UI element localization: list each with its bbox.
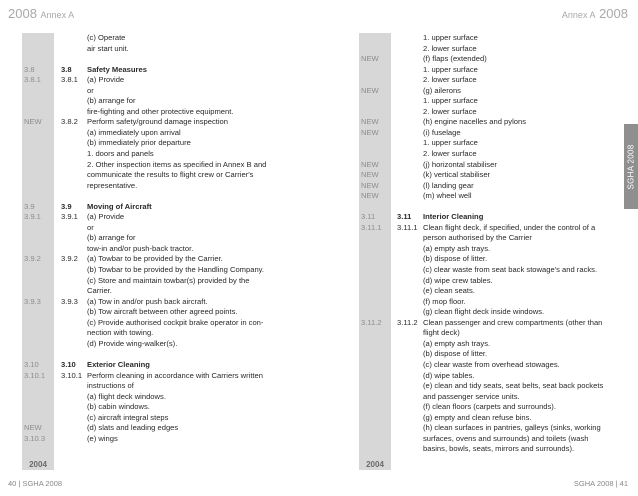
text-line (361, 75, 619, 86)
text-line (24, 307, 324, 318)
page-footer-right: SGHA 2008 | 41 (573, 479, 628, 488)
clause-text: 2. Other inspection items as specified in Annex B and (87, 159, 267, 169)
text-line (24, 392, 324, 403)
text-line (24, 54, 324, 65)
clause-text: (m) wheel well (423, 191, 472, 201)
revision-ref: 3.9.1 (24, 212, 41, 222)
text-line (361, 402, 619, 413)
clause-text: 1. upper surface (423, 96, 478, 106)
text-line (361, 65, 619, 76)
text-line (361, 223, 619, 234)
text-line (361, 423, 619, 434)
clause-text: Clean passenger and crew compartments (other than (423, 317, 603, 327)
clause-text: (b) Tow aircraft between other agreed points. (87, 307, 238, 317)
clause-text: (g) clean flight deck inside windows. (423, 307, 545, 317)
text-line (24, 381, 324, 392)
clause-number: 3.11 (397, 212, 412, 222)
clause-text: Interior Cleaning (423, 212, 484, 222)
revision-ref: 3.11.2 (361, 317, 382, 327)
clause-text: (a) empty ash trays. (423, 243, 491, 253)
clause-text: Exterior Cleaning (87, 359, 150, 369)
clause-text: (l) landing gear (423, 180, 474, 190)
text-line (361, 413, 619, 424)
clause-text: (e) clean seats. (423, 286, 475, 296)
text-line (24, 212, 324, 223)
clause-text: (f) flaps (extended) (423, 54, 487, 64)
text-line (361, 444, 619, 455)
clause-text: (j) horizontal stabiliser (423, 159, 497, 169)
clause-text: 2. lower surface (423, 43, 477, 53)
text-line (24, 349, 324, 360)
clause-text: (b) dispose of litter. (423, 254, 488, 264)
text-line (24, 138, 324, 149)
text-line (361, 297, 619, 308)
text-line (24, 265, 324, 276)
clause-text: (a) immediately upon arrival (87, 127, 181, 137)
text-line (24, 181, 324, 192)
revision-ref: 3.9.2 (24, 254, 41, 264)
clause-text: (b) arrange for (87, 96, 136, 106)
clause-text: flight deck) (423, 328, 460, 338)
revision-ref: 3.8 (24, 64, 35, 74)
text-line (361, 202, 619, 213)
text-line (24, 117, 324, 128)
revision-ref: NEW (361, 180, 379, 190)
text-line (361, 276, 619, 287)
revision-ref: 3.10.1 (24, 370, 46, 380)
clause-text: 1. upper surface (423, 138, 478, 148)
text-line (361, 381, 619, 392)
clause-number: 3.10.1 (61, 370, 83, 380)
clause-text: representative. (87, 180, 138, 190)
text-line (361, 191, 619, 202)
header-left-label: Annex A (40, 10, 75, 20)
clause-text: (h) engine nacelles and pylons (423, 117, 527, 127)
text-line (24, 191, 324, 202)
clause-text: Safety Measures (87, 64, 147, 74)
text-line (361, 149, 619, 160)
clause-text: Moving of Aircraft (87, 201, 152, 211)
clause-text: (e) wings (87, 433, 118, 443)
clause-number: 3.8.2 (61, 117, 78, 127)
clause-text: (c) clear waste from overhead stowages. (423, 359, 560, 369)
revision-ref: 3.11 (361, 212, 376, 222)
text-line (361, 318, 619, 329)
clause-text: communicate the results to flight crew or Carrier's (87, 170, 254, 180)
revision-ref: NEW (361, 191, 379, 201)
clause-text: (a) Towbar to be provided by the Carrier. (87, 254, 223, 264)
clause-text: (b) dispose of litter. (423, 349, 488, 359)
revision-ref: NEW (361, 170, 379, 180)
clause-text: (c) aircraft integral steps (87, 412, 169, 422)
header-right-year: 2008 (599, 6, 628, 21)
revision-ref: NEW (361, 54, 379, 64)
text-line (24, 434, 324, 445)
clause-text: 1. upper surface (423, 64, 478, 74)
revision-ref: NEW (361, 127, 379, 137)
text-line (361, 254, 619, 265)
revision-ref: NEW (24, 117, 42, 127)
clause-text: (c) Provide authorised cockpit brake operator in con- (87, 317, 264, 327)
text-line (24, 297, 324, 308)
right-page-column (361, 33, 619, 455)
text-line (361, 233, 619, 244)
clause-text: 2. lower surface (423, 75, 477, 85)
clause-text: surfaces, ovens and surrounds) and toilets (wash (423, 433, 589, 443)
text-line (24, 276, 324, 287)
clause-text: Perform safety/ground damage inspection (87, 117, 228, 127)
text-line (24, 360, 324, 371)
side-tab-label: SGHA 2008 (626, 144, 636, 189)
revision-ref: 3.9 (24, 201, 35, 211)
clause-text: (c) Store and maintain towbar(s) provided by the (87, 275, 250, 285)
text-line (24, 318, 324, 329)
text-line (24, 44, 324, 55)
text-line (361, 392, 619, 403)
clause-text: (c) Operate (87, 33, 126, 42)
left-year-badge: 2004 (29, 460, 47, 469)
clause-number: 3.9.3 (61, 296, 78, 306)
text-line (24, 244, 324, 255)
text-line (361, 328, 619, 339)
clause-text: (i) fuselage (423, 127, 461, 137)
text-line (361, 244, 619, 255)
clause-text: (b) immediately prior departure (87, 138, 191, 148)
text-line (361, 181, 619, 192)
clause-text: (a) Provide (87, 75, 125, 85)
clause-text: (b) arrange for (87, 233, 136, 243)
clause-text: 2. lower surface (423, 106, 477, 116)
text-line (361, 360, 619, 371)
text-line (361, 107, 619, 118)
text-line (24, 107, 324, 118)
text-line (361, 138, 619, 149)
revision-ref: NEW (361, 117, 379, 127)
header-left-year: 2008 (8, 6, 37, 21)
clause-text: (b) cabin windows. (87, 402, 150, 412)
text-line (24, 149, 324, 160)
page-footer-left: 40 | SGHA 2008 (8, 479, 63, 488)
clause-text: fire-fighting and other protective equipment. (87, 106, 234, 116)
text-line (361, 54, 619, 65)
clause-text: (k) vertical stabiliser (423, 170, 491, 180)
page-header-right (562, 6, 628, 21)
text-line (24, 328, 324, 339)
side-tab (624, 124, 638, 209)
revision-ref: NEW (361, 159, 379, 169)
text-line (24, 423, 324, 434)
text-line (361, 33, 619, 44)
clause-text: basins, bowls, seats, mirrors and surrounds). (423, 444, 575, 454)
clause-text: (a) Provide (87, 212, 125, 222)
clause-text: (a) empty ash trays. (423, 338, 491, 348)
clause-number: 3.10 (61, 359, 76, 369)
header-right-label: Annex A (561, 10, 596, 20)
clause-text: or (87, 222, 94, 232)
clause-text: air start unit. (87, 43, 129, 53)
clause-text: or (87, 85, 94, 95)
text-line (24, 33, 324, 44)
text-line (361, 212, 619, 223)
clause-text: (a) flight deck windows. (87, 391, 166, 401)
clause-text: (d) slats and leading edges (87, 423, 179, 433)
text-line (361, 170, 619, 181)
clause-text: (d) wipe tables. (423, 370, 475, 380)
clause-text: (d) Provide wing-walker(s). (87, 338, 178, 348)
clause-number: 3.11.2 (397, 317, 418, 327)
text-line (361, 265, 619, 276)
clause-number: 3.9.1 (61, 212, 78, 222)
text-line (24, 75, 324, 86)
clause-text: (g) ailerons (423, 85, 461, 95)
clause-number: 3.8.1 (61, 75, 78, 85)
text-line (361, 434, 619, 445)
clause-number: 3.8 (61, 64, 72, 74)
text-line (24, 233, 324, 244)
text-line (361, 349, 619, 360)
text-line (361, 117, 619, 128)
left-page-column (24, 33, 324, 444)
clause-text: and passenger service units. (423, 391, 520, 401)
text-line (361, 96, 619, 107)
text-line (361, 44, 619, 55)
text-line (24, 339, 324, 350)
page-header-left (8, 6, 74, 21)
text-line (24, 413, 324, 424)
text-line (361, 128, 619, 139)
clause-text: Clean flight deck, if specified, under the control of a (423, 222, 596, 232)
clause-text: instructions of (87, 381, 134, 391)
revision-ref: NEW (361, 85, 379, 95)
clause-text: 2. lower surface (423, 149, 477, 159)
clause-text: Carrier. (87, 286, 112, 296)
clause-text: (c) clear waste from seat back stowage's and racks. (423, 265, 598, 275)
clause-text: (g) empty and clean refuse bins. (423, 412, 532, 422)
clause-text: nection with towing. (87, 328, 154, 338)
text-line (361, 339, 619, 350)
text-line (24, 96, 324, 107)
revision-ref: 3.10 (24, 359, 39, 369)
text-line (361, 160, 619, 171)
clause-text: 1. doors and panels (87, 149, 154, 159)
text-line (24, 402, 324, 413)
clause-text: person authorised by the Carrier (423, 233, 532, 243)
right-year-badge: 2004 (366, 460, 384, 469)
clause-text: (e) clean and tidy seats, seat belts, seat back pockets (423, 381, 604, 391)
text-line (361, 286, 619, 297)
text-line (361, 86, 619, 97)
text-line (24, 86, 324, 97)
clause-text: (d) wipe crew tables. (423, 275, 493, 285)
clause-text: 1. upper surface (423, 33, 478, 42)
clause-text: (a) Tow in and/or push back aircraft. (87, 296, 208, 306)
text-line (361, 307, 619, 318)
clause-text: tow-in and/or push-back tractor. (87, 243, 194, 253)
revision-ref: 3.8.1 (24, 75, 41, 85)
revision-ref: NEW (24, 423, 42, 433)
clause-text: Perform cleaning in accordance with Carriers written (87, 370, 263, 380)
clause-number: 3.9 (61, 201, 72, 211)
text-line (24, 371, 324, 382)
text-line (24, 170, 324, 181)
revision-ref: 3.10.3 (24, 433, 46, 443)
clause-text: (h) clean surfaces in pantries, galleys (sinks, working (423, 423, 601, 433)
text-line (24, 65, 324, 76)
text-line (24, 223, 324, 234)
clause-number: 3.9.2 (61, 254, 78, 264)
text-line (24, 128, 324, 139)
clause-number: 3.11.1 (397, 222, 418, 232)
text-line (24, 254, 324, 265)
text-line (24, 286, 324, 297)
revision-ref: 3.9.3 (24, 296, 41, 306)
revision-ref: 3.11.1 (361, 222, 382, 232)
text-line (24, 202, 324, 213)
clause-text: (b) Towbar to be provided by the Handling Company. (87, 265, 265, 275)
text-line (24, 160, 324, 171)
clause-text: (f) clean floors (carpets and surrounds). (423, 402, 556, 412)
text-line (361, 371, 619, 382)
clause-text: (f) mop floor. (423, 296, 466, 306)
